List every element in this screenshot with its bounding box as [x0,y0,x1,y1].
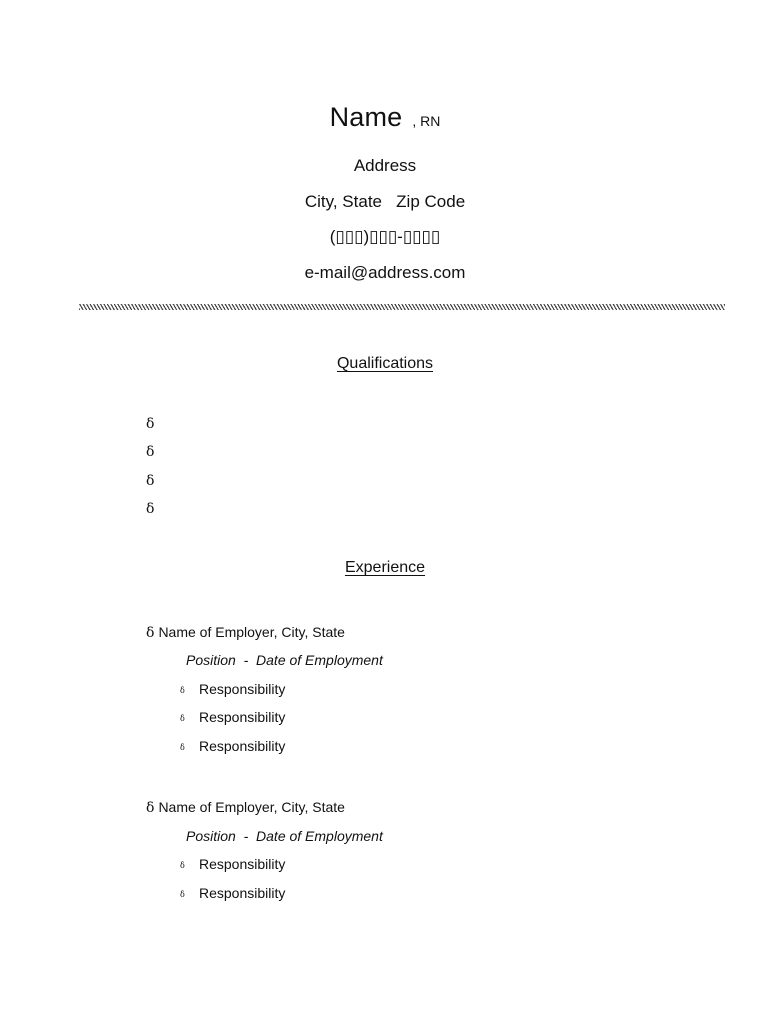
qualification-bullet: δ [146,416,155,432]
header-divider [79,304,725,310]
responsibility-item [180,856,285,872]
phone-line: (▯▯▯)▯▯▯-▯▯▯▯ [329,227,441,246]
responsibility-text: Responsibility [199,709,286,725]
qualifications-title: Qualifications [336,355,434,372]
qualification-bullet: δ [146,444,155,460]
employer-location: City, State [281,799,345,815]
employer-line [146,624,345,641]
city-state-zip-line: City, State Zip Code [304,192,466,211]
qualification-bullet: δ [146,501,155,517]
responsibility-text: Responsibility [199,885,286,901]
position-line: Position - Date of Employment [186,652,383,668]
employer-bullet: δ [146,625,155,641]
employer-name: Name of Employer, [158,799,278,815]
responsibility-bullet: δ [180,889,185,899]
responsibility-item [180,738,285,754]
experience-title: Experience [344,559,426,576]
address-line: Address [353,156,417,175]
responsibility-item [180,885,285,901]
responsibility-bullet: δ [180,685,185,695]
responsibility-item [180,681,285,697]
candidate-name: Name [329,102,403,132]
employer-name: Name of Employer, [158,624,278,640]
employer-location: City, State [281,624,345,640]
responsibility-text: Responsibility [199,738,286,754]
responsibility-bullet: δ [180,860,185,870]
responsibility-text: Responsibility [199,856,286,872]
email-line: e-mail@address.com [304,263,466,282]
responsibility-item [180,709,285,725]
responsibility-bullet: δ [180,742,185,752]
employer-line [146,799,345,816]
employer-bullet: δ [146,800,155,816]
responsibility-text: Responsibility [199,681,286,697]
responsibility-bullet: δ [180,713,185,723]
qualification-bullet: δ [146,473,155,489]
credential: , RN [412,113,441,129]
name-heading [0,102,770,133]
position-line: Position - Date of Employment [186,828,383,844]
